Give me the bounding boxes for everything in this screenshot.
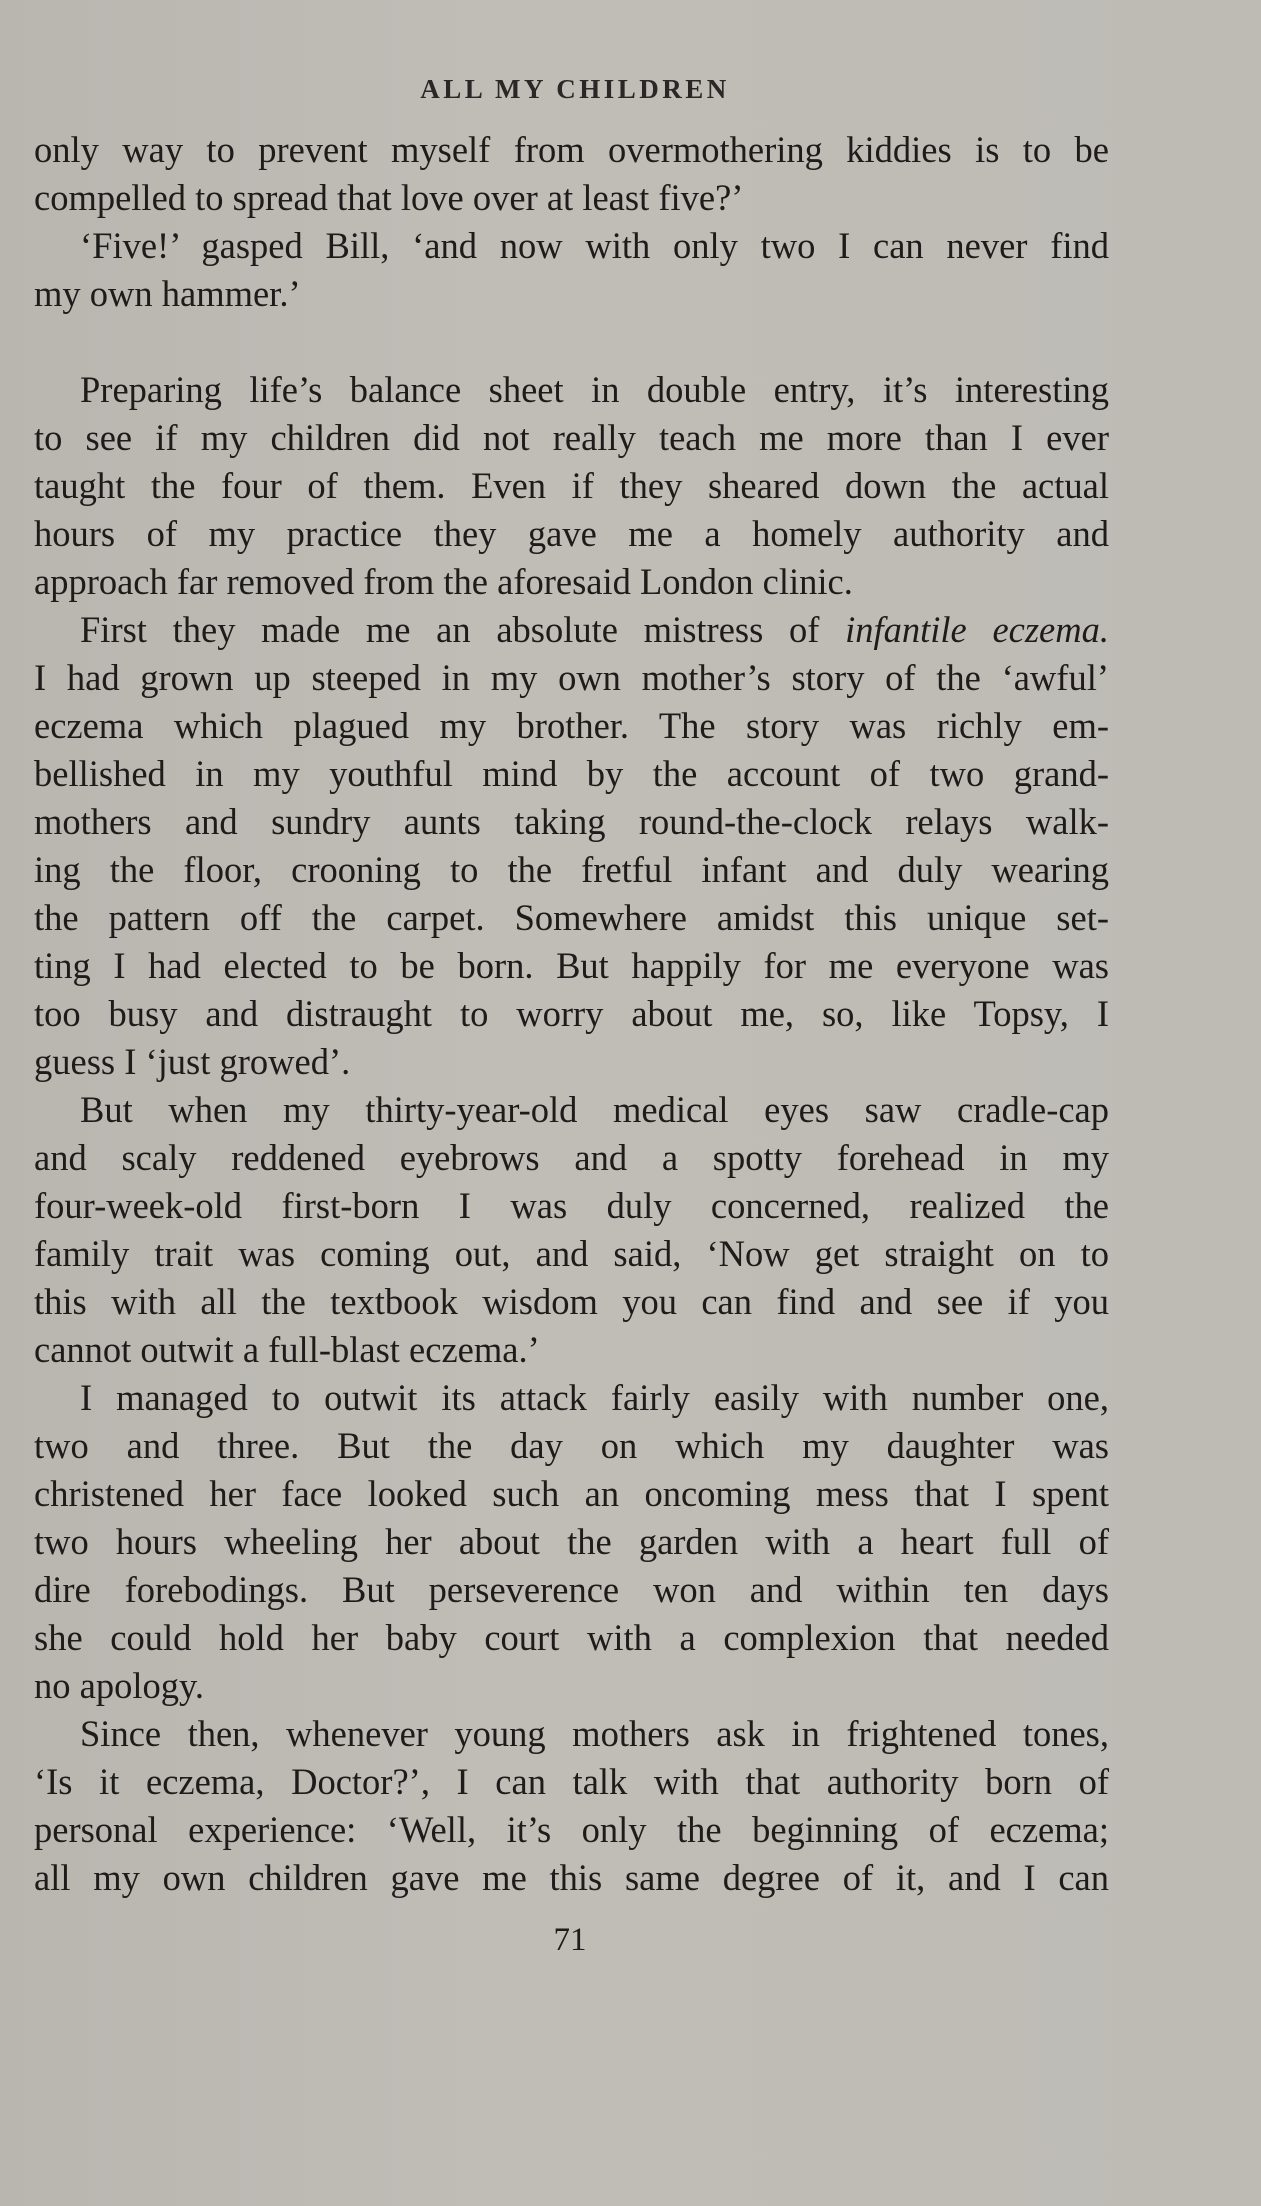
text-line-content: this with all the textbook wisdom you can find and see if you — [34, 1281, 1109, 1322]
text-line — [34, 1278, 1109, 1326]
text-line — [34, 414, 1109, 462]
text-line — [34, 1422, 1109, 1470]
text-line-content: hours of my practice they gave me a homely authority and — [34, 513, 1109, 554]
text-line — [34, 1758, 1109, 1806]
text-line-content: the pattern off the carpet. Somewhere amidst this unique set- — [34, 897, 1109, 938]
text-line — [34, 510, 1109, 558]
text-line — [34, 270, 1109, 318]
body-text — [34, 126, 1109, 1902]
text-line — [34, 606, 1109, 654]
text-line — [34, 1230, 1109, 1278]
page-number: 71 — [553, 1922, 587, 1958]
text-line-content: compelled to spread that love over at least five?’ — [34, 177, 744, 218]
text-line — [34, 1518, 1109, 1566]
text-line — [34, 798, 1109, 846]
text-line — [34, 702, 1109, 750]
text-line-content: personal experience: ‘Well, it’s only the beginning of eczema; — [34, 1809, 1109, 1850]
text-line-content: But when my thirty-year-old medical eyes saw cradle-cap — [80, 1089, 1109, 1130]
text-line-content: she could hold her baby court with a complexion that needed — [34, 1617, 1109, 1658]
text-line-content: First they made me an absolute mistress of — [80, 609, 846, 650]
text-line-content: guess I ‘just growed’. — [34, 1041, 351, 1082]
text-line — [34, 558, 1109, 606]
text-line-content: dire forebodings. But perseverence won and within ten days — [34, 1569, 1109, 1610]
paragraph-break — [34, 318, 1109, 366]
text-line — [34, 1566, 1109, 1614]
running-head: ALL MY CHILDREN — [420, 74, 730, 104]
text-line — [34, 942, 1109, 990]
text-line-content: no apology. — [34, 1665, 204, 1706]
text-line — [34, 1710, 1109, 1758]
text-line-content: and scaly reddened eyebrows and a spotty forehead in my — [34, 1137, 1109, 1178]
text-line-content: my own hammer.’ — [34, 273, 301, 314]
text-line — [34, 1134, 1109, 1182]
text-line — [34, 894, 1109, 942]
text-line — [34, 1662, 1109, 1710]
text-line — [34, 846, 1109, 894]
text-line-content: two and three. But the day on which my daughter was — [34, 1425, 1109, 1466]
text-line — [34, 222, 1109, 270]
text-line — [34, 126, 1109, 174]
text-line — [34, 174, 1109, 222]
text-line-content: only way to prevent myself from overmothering kiddies is to be — [34, 129, 1109, 170]
text-line-content: approach far removed from the aforesaid London clinic. — [34, 561, 853, 602]
text-line-content: ting I had elected to be born. But happily for me everyone was — [34, 945, 1109, 986]
text-line — [34, 1806, 1109, 1854]
text-line-content: ‘Five!’ gasped Bill, ‘and now with only two I can never find — [80, 225, 1109, 266]
text-line-content: to see if my children did not really teach me more than I ever — [34, 417, 1109, 458]
text-line — [34, 654, 1109, 702]
text-line-content: eczema which plagued my brother. The story was richly em- — [34, 705, 1109, 746]
text-line-content: four-week-old first-born I was duly concerned, realized the — [34, 1185, 1109, 1226]
text-line — [34, 990, 1109, 1038]
text-line-content: too busy and distraught to worry about me, so, like Topsy, I — [34, 993, 1109, 1034]
text-line-content: I had grown up steeped in my own mother’s story of the ‘awful’ — [34, 657, 1109, 698]
text-line — [34, 366, 1109, 414]
text-line — [34, 1182, 1109, 1230]
text-line — [34, 1038, 1109, 1086]
text-line-content: christened her face looked such an oncoming mess that I spent — [34, 1473, 1109, 1514]
text-line-content: all my own children gave me this same degree of it, and I can — [34, 1857, 1109, 1898]
text-line — [34, 1326, 1109, 1374]
text-line-content: ing the floor, crooning to the fretful infant and duly wearing — [34, 849, 1109, 890]
text-line-content: taught the four of them. Even if they sheared down the actual — [34, 465, 1109, 506]
text-line-content: mothers and sundry aunts taking round-the-clock relays walk- — [34, 801, 1109, 842]
text-line — [34, 1614, 1109, 1662]
text-line-content: Since then, whenever young mothers ask in frightened tones, — [80, 1713, 1109, 1754]
text-line-content: Preparing life’s balance sheet in double entry, it’s interesting — [80, 369, 1109, 410]
text-line — [34, 1086, 1109, 1134]
text-line-content: family trait was coming out, and said, ‘Now get straight on to — [34, 1233, 1109, 1274]
text-line — [34, 750, 1109, 798]
text-line-content: I managed to outwit its attack fairly easily with number one, — [80, 1377, 1109, 1418]
text-line-content: cannot outwit a full-blast eczema.’ — [34, 1329, 540, 1370]
text-line — [34, 1374, 1109, 1422]
text-line — [34, 462, 1109, 510]
text-line-content: ‘Is it eczema, Doctor?’, I can talk with that authority born of — [34, 1761, 1109, 1802]
text-line — [34, 1470, 1109, 1518]
text-line — [34, 1854, 1109, 1902]
text-line-content: bellished in my youthful mind by the account of two grand- — [34, 753, 1109, 794]
text-line-content: two hours wheeling her about the garden with a heart full of — [34, 1521, 1109, 1562]
italic-term: infantile eczema. — [845, 609, 1109, 650]
